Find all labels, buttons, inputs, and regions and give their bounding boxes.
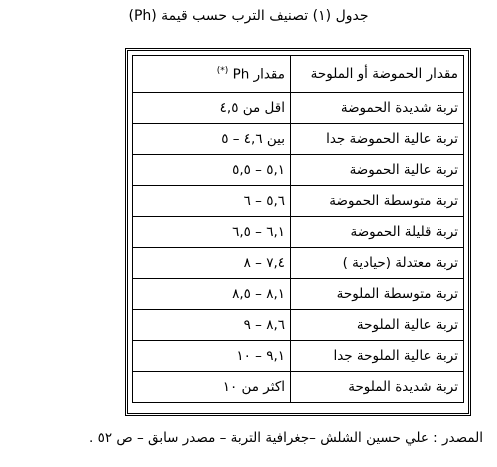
table-row — [133, 93, 464, 124]
cell-ph-value: اكثر من ١٠ — [133, 372, 291, 403]
table-row — [133, 248, 464, 279]
cell-class: تربة عالية الحموضة — [291, 155, 464, 186]
cell-class: تربة متوسطة الحموضة — [291, 186, 464, 217]
cell-ph-value: ٧,٤ – ٨ — [133, 248, 291, 279]
cell-class: تربة شديدة الملوحة — [291, 372, 464, 403]
table-row — [133, 279, 464, 310]
cell-ph-value: ٦,١ – ٦,٥ — [133, 217, 291, 248]
cell-ph-value: بين ٤,٦ – ٥ — [133, 124, 291, 155]
table-frame — [125, 48, 471, 416]
header-ph-value-label: مقدار Ph — [232, 66, 285, 83]
cell-class: تربة عالية الملوحة جدا — [291, 341, 464, 372]
cell-ph-value: ٨,١ – ٨,٥ — [133, 279, 291, 310]
cell-ph-value: ٥,٦ – ٦ — [133, 186, 291, 217]
table-row — [133, 310, 464, 341]
table-row — [133, 217, 464, 248]
cell-ph-value: ٩,١ – ١٠ — [133, 341, 291, 372]
cell-class: تربة متوسطة الملوحة — [291, 279, 464, 310]
cell-ph-value: ٨,٦ – ٩ — [133, 310, 291, 341]
table-header-row — [133, 56, 464, 93]
cell-class: تربة عالية الملوحة — [291, 310, 464, 341]
source-note: المصدر : علي حسين الشلش –جغرافية التربة – مصدر سابق – ص ٥٢ . — [89, 430, 483, 446]
ph-classification-table — [132, 55, 464, 403]
cell-class: تربة شديدة الحموضة — [291, 93, 464, 124]
table-caption: جدول (١) تصنيف الترب حسب قيمة (Ph) — [128, 8, 369, 24]
cell-class: تربة معتدلة (حيادية ) — [291, 248, 464, 279]
cell-ph-value: اقل من ٤,٥ — [133, 93, 291, 124]
table-row — [133, 186, 464, 217]
table-row — [133, 372, 464, 403]
header-ph-value — [133, 56, 291, 93]
cell-class: تربة عالية الحموضة جدا — [291, 124, 464, 155]
table-row — [133, 124, 464, 155]
cell-class: تربة قليلة الحموضة — [291, 217, 464, 248]
footnote-mark: (*) — [216, 65, 229, 76]
table-row — [133, 155, 464, 186]
table-row — [133, 341, 464, 372]
cell-ph-value: ٥,١ – ٥,٥ — [133, 155, 291, 186]
header-class: مقدار الحموضة أو الملوحة — [291, 56, 464, 93]
